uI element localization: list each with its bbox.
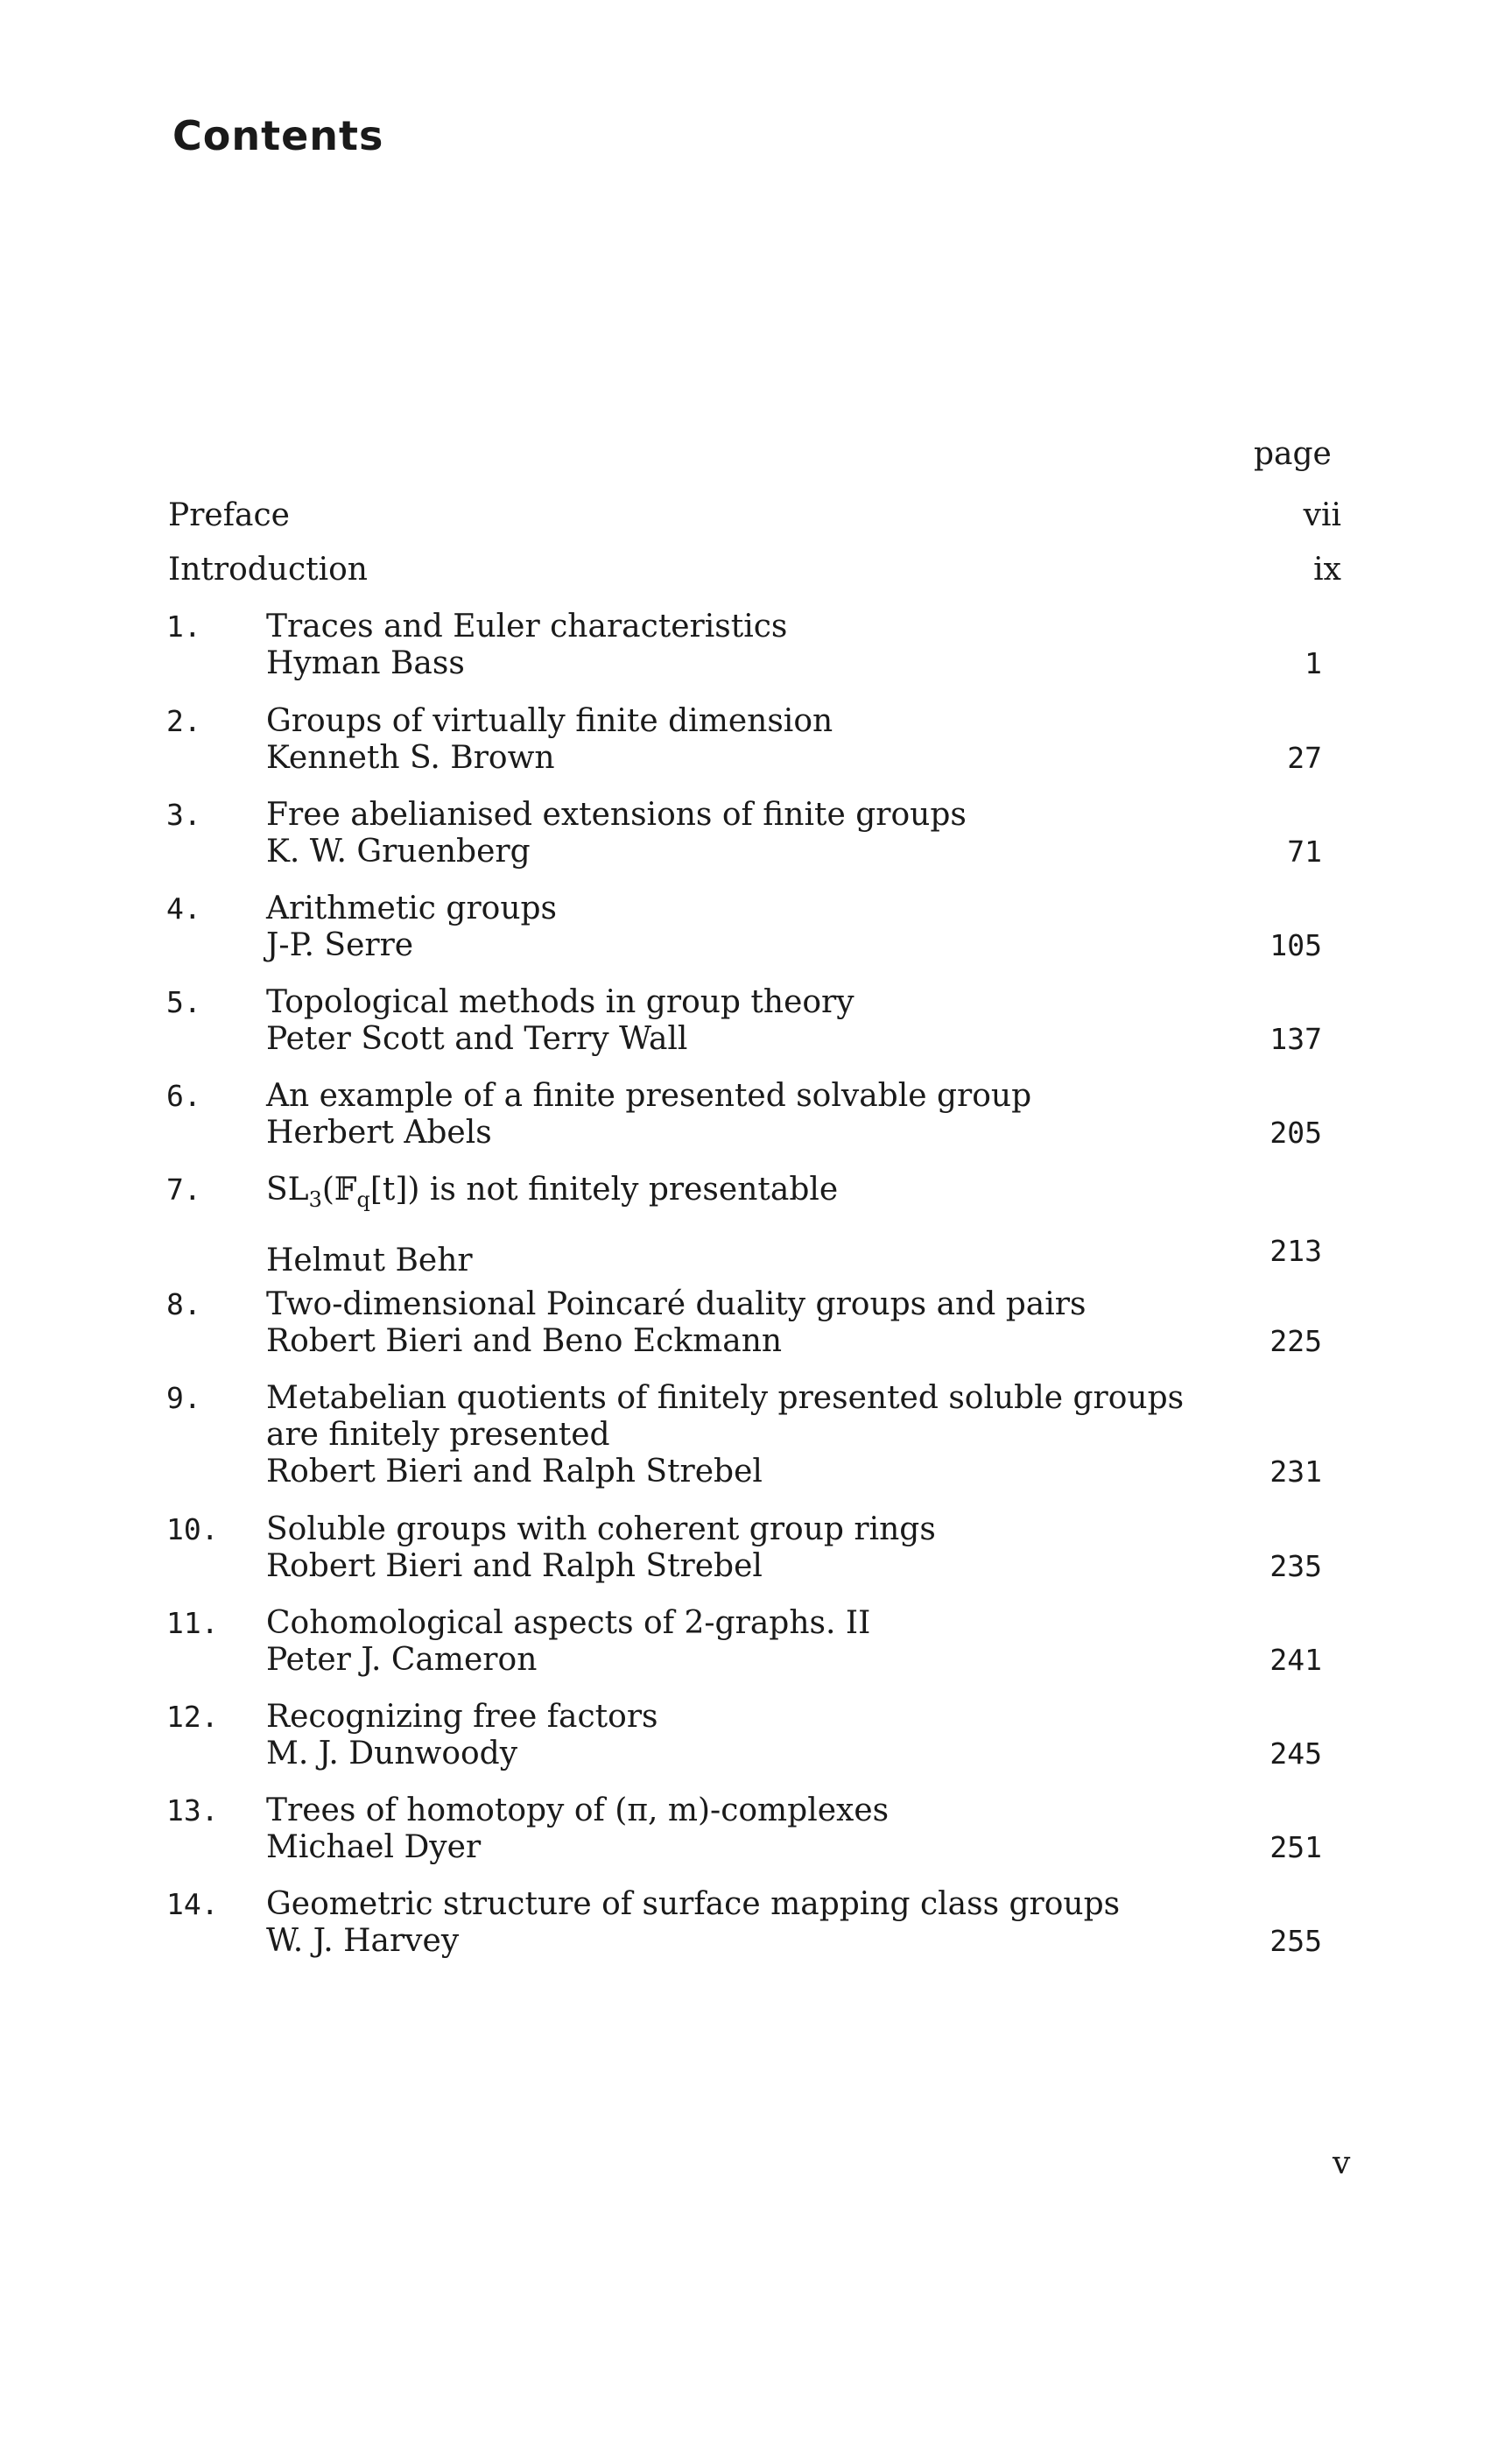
entry-title: Two-dimensional Poincaré duality groups and pairs: [266, 1286, 1087, 1322]
entry-number: 6.: [166, 1079, 201, 1113]
entry-title-continued: are finitely presented: [266, 1417, 610, 1453]
entry-number: 11.: [166, 1606, 219, 1640]
entry-page: 27: [1287, 741, 1322, 775]
entry-page: 241: [1269, 1643, 1322, 1677]
entry-author: J-P. Serre: [266, 927, 414, 963]
entry-number: 3.: [166, 798, 201, 832]
entry-title: Recognizing free factors: [266, 1699, 658, 1735]
entry-number: 5.: [166, 985, 201, 1019]
entry-title: Cohomological aspects of 2-graphs. II: [266, 1605, 871, 1641]
entry-title: Groups of virtually finite dimension: [266, 703, 833, 739]
entry-number: 9.: [166, 1381, 201, 1415]
entry-page: 137: [1269, 1022, 1322, 1056]
entry-page: 105: [1269, 928, 1322, 962]
entry-page: 251: [1269, 1830, 1322, 1864]
entry-author: Robert Bieri and Ralph Strebel: [266, 1454, 763, 1490]
entry-number: 2.: [166, 704, 201, 738]
toc-row-introduction: [168, 552, 1341, 594]
entry-title: Geometric structure of surface mapping class groups: [266, 1886, 1121, 1922]
entry-author: Helmut Behr: [266, 1243, 473, 1279]
toc-title: Introduction: [168, 552, 368, 588]
toc-title: Preface: [168, 497, 290, 533]
page-column-label: page: [1254, 436, 1332, 472]
entry-title: An example of a finite presented solvable group: [266, 1078, 1032, 1114]
entry-author: K. W. Gruenberg: [266, 834, 531, 870]
entry-page: 235: [1269, 1549, 1322, 1583]
entry-number: 14.: [166, 1887, 219, 1921]
entry-author: Peter Scott and Terry Wall: [266, 1021, 688, 1057]
entry-number: 7.: [166, 1173, 201, 1207]
entry-title: $SL_3(𝔽_q[t])$ is not finitely presentable: [266, 1172, 839, 1213]
toc-page: vii: [1303, 497, 1341, 533]
entry-title: Soluble groups with coherent group rings: [266, 1511, 936, 1547]
entry-page: 231: [1269, 1454, 1322, 1489]
entry-author: Robert Bieri and Beno Eckmann: [266, 1323, 783, 1359]
entry-page: 255: [1269, 1924, 1322, 1958]
entry-author: Hyman Bass: [266, 645, 465, 681]
toc-page: ix: [1313, 552, 1341, 588]
entry-author: M. J. Dunwoody: [266, 1736, 518, 1771]
entry-author: W. J. Harvey: [266, 1923, 460, 1959]
entry-title: Traces and Euler characteristics: [266, 609, 788, 644]
entry-number: 12.: [166, 1700, 219, 1734]
entry-number: 8.: [166, 1287, 201, 1321]
entry-title: Arithmetic groups: [266, 891, 558, 926]
entry-title: Metabelian quotients of finitely presented soluble groups: [266, 1380, 1185, 1416]
entry-author: Michael Dyer: [266, 1829, 482, 1865]
entry-number: 4.: [166, 891, 201, 926]
entry-page: 205: [1269, 1116, 1322, 1150]
page-folio: v: [1333, 2145, 1351, 2181]
entry-author: Kenneth S. Brown: [266, 740, 555, 776]
entry-page: 245: [1269, 1736, 1322, 1771]
entry-page: 213: [1269, 1234, 1322, 1268]
entry-author: Robert Bieri and Ralph Strebel: [266, 1548, 763, 1584]
entry-title: Free abelianised extensions of finite groups: [266, 797, 967, 833]
entry-page: 225: [1269, 1324, 1322, 1358]
entry-number: 13.: [166, 1793, 219, 1828]
entry-page: 71: [1287, 835, 1322, 869]
entry-title: Topological methods in group theory: [266, 984, 854, 1020]
entry-number: 10.: [166, 1512, 219, 1546]
entry-number: 1.: [166, 609, 201, 644]
page-title: Contents: [172, 112, 384, 159]
entry-author: Peter J. Cameron: [266, 1642, 538, 1678]
toc-row-preface: [168, 497, 1341, 539]
entry-author: Herbert Abels: [266, 1115, 492, 1151]
entry-page: 1: [1305, 646, 1322, 680]
entry-title: Trees of homotopy of (π, m)-complexes: [266, 1792, 890, 1828]
